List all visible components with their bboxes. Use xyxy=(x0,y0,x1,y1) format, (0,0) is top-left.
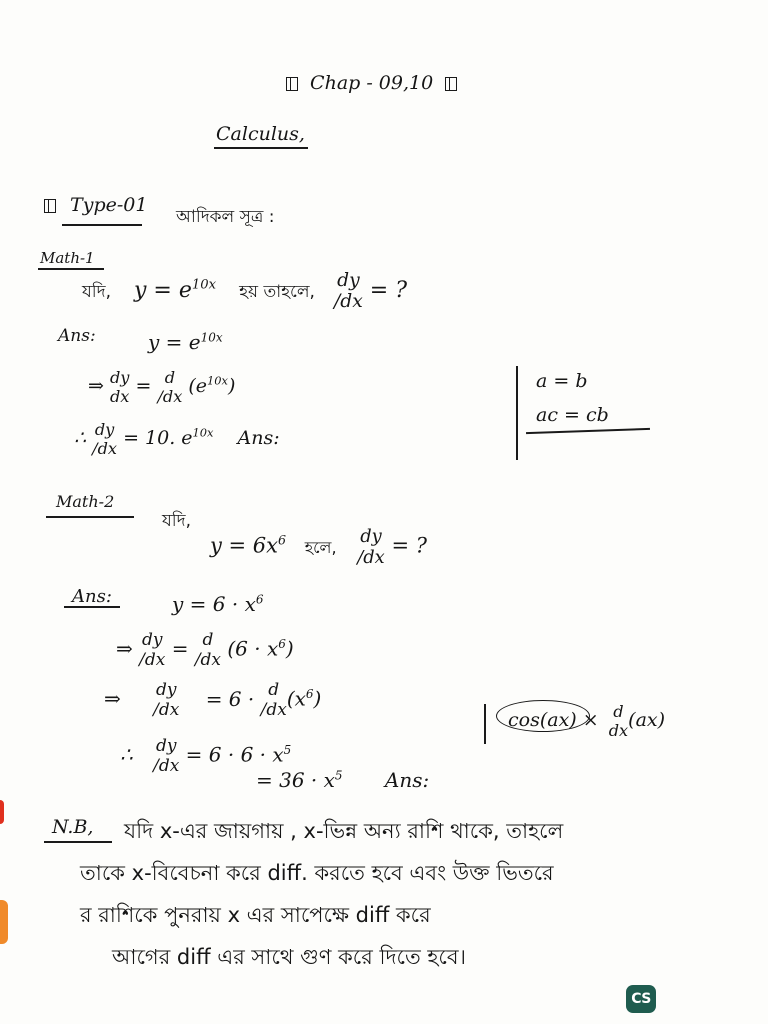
math2-line3-paren-close: ) xyxy=(313,686,322,711)
math2-line1-exp: 6 xyxy=(255,592,264,607)
math2-question-end: = ? xyxy=(391,533,427,558)
math2-line3-rhs: = 6 · xyxy=(205,686,255,711)
side-note2-bar xyxy=(484,704,486,744)
math2-line4-exp: 5 xyxy=(283,742,292,757)
math1-line3-end: Ans: xyxy=(237,427,280,449)
box-bullet-icon xyxy=(286,77,298,91)
nb-label: N.B, xyxy=(52,816,94,838)
math1-line2 xyxy=(88,368,235,406)
type-underline xyxy=(62,224,142,226)
math2-line3-prefix: ⇒ xyxy=(104,686,121,711)
chapter-title: Chap - 09,10 xyxy=(310,72,434,94)
side-note1-line2: ac = cb xyxy=(536,404,609,426)
side-note2-ddx: d dx xyxy=(608,702,629,740)
math2-question-mid: হলে, xyxy=(304,537,337,557)
math1-line3-exp: 10x xyxy=(192,425,214,440)
nb-line4: আগের diff এর সাথে গুণ করে দিতে হবে। xyxy=(112,945,467,969)
side-note2-deriv: (ax) xyxy=(628,709,666,731)
math1-line2-rhs-exp: 10x xyxy=(207,373,228,388)
math2-question-dydx: dy /dx xyxy=(357,526,385,568)
math2-line4-dydx: dy /dx xyxy=(153,736,180,776)
math1-question-prefix: যদি, xyxy=(82,282,111,302)
math1-line2-rhs: (e xyxy=(188,375,208,397)
math2-ans-label: Ans: xyxy=(72,586,112,607)
math2-line2-prefix: ⇒ xyxy=(116,636,133,661)
scanner-logo: CS xyxy=(626,985,656,1013)
math2-line1 xyxy=(172,592,264,616)
math2-line3 xyxy=(104,680,321,720)
math2-line2-dydx: dy /dx xyxy=(139,630,166,670)
nb-line3: র রাশিকে পুনরায় x এর সাপেক্ষে diff করে xyxy=(80,903,431,927)
math2-line5 xyxy=(256,768,429,792)
nb-line1: যদি x-এর জায়গায় , x-ভিন্ন অন্য রাশি থাকে, তাহলে xyxy=(124,819,564,843)
math1-line3-rhs: = 10. e xyxy=(123,427,193,449)
subject-title: Calculus, xyxy=(216,123,305,145)
math1-line3 xyxy=(74,420,280,458)
edge-orange-mark xyxy=(0,900,8,944)
type-label: Type-01 xyxy=(70,194,148,216)
math1-ans-label: Ans: xyxy=(58,326,96,346)
side-note2-times: × xyxy=(582,709,599,731)
math1-line3-dydx: dy /dx xyxy=(92,420,118,458)
math2-line4-prefix: ∴ xyxy=(120,742,133,767)
math2-question xyxy=(210,526,427,568)
math1-line2-prefix: ⇒ xyxy=(88,375,104,397)
math1-line3-prefix: ∴ xyxy=(74,427,87,449)
edge-red-mark xyxy=(0,800,4,824)
subject-underline xyxy=(214,147,308,149)
math2-line5-exp: 5 xyxy=(334,768,343,783)
math1-question-exp: 10x xyxy=(191,277,217,293)
math1-question-end: = ? xyxy=(369,278,408,303)
math2-line3-dydx: dy /dx xyxy=(153,680,180,720)
math2-line5-eq: = 36 · x xyxy=(256,768,335,792)
math1-line2-eq: = xyxy=(135,375,152,397)
math2-line3-paren: (x xyxy=(286,686,306,711)
type-heading-row xyxy=(44,194,147,216)
math1-line2-ddx: d /dx xyxy=(157,368,183,406)
side-note1-bar xyxy=(516,366,518,460)
math2-line2: ⇒ dy /dx = d /dx $(6 \cdot x^6)$ xyxy=(116,630,294,670)
math2-line2-ddx: d /dx xyxy=(194,630,222,670)
header-title-row xyxy=(286,72,457,94)
math2-line5-end: Ans: xyxy=(384,768,430,792)
math2-question-eq: y = 6x xyxy=(210,533,279,558)
box-bullet-icon xyxy=(445,77,457,91)
box-bullet-icon xyxy=(44,199,56,213)
math1-line1-eq: y = e xyxy=(148,330,201,354)
type-heading-text: আদিকল সূত্র : xyxy=(176,207,275,227)
math1-line2-rhs-close: ) xyxy=(227,375,236,397)
nb-label-underline xyxy=(44,841,112,843)
math2-question-exp: 6 xyxy=(278,532,287,548)
side-note2-expr xyxy=(508,702,665,740)
math1-question-eq: y = e xyxy=(134,278,192,303)
math1-line1 xyxy=(148,330,223,354)
nb-line2: তাকে x-বিবেচনা করে diff. করতে হবে এবং উক্ত ভিতরে xyxy=(80,861,554,885)
math2-question-prefix: যদি, xyxy=(162,511,191,531)
math1-question xyxy=(82,270,407,312)
math1-line2-dydx: dy dx xyxy=(109,368,130,406)
math2-label-underline xyxy=(46,516,134,518)
math1-line1-exp: 10x xyxy=(200,330,223,345)
side-note2-cos: cos(ax) xyxy=(508,709,577,731)
math1-question-mid: হয় তাহলে, xyxy=(239,282,315,302)
math2-line2-rhs-exp: 6 xyxy=(278,636,286,651)
math2-label: Math-2 xyxy=(56,492,115,511)
math2-line3-ddx: d /dx xyxy=(260,680,287,720)
math2-line4-rhs: = 6 · 6 · x xyxy=(185,742,284,767)
math2-line1-eq: y = 6 · x xyxy=(172,592,256,616)
side-note1-line1: a = b xyxy=(536,370,588,392)
math1-label: Math-1 xyxy=(40,249,95,267)
math1-question-dydx: dy /dx xyxy=(333,270,363,312)
side-note1-underline xyxy=(526,428,650,434)
math2-ans-underline xyxy=(64,606,120,608)
math2-line3-paren-exp: 6 xyxy=(305,686,314,701)
math2-line2-rhs-close: ) xyxy=(285,636,294,661)
math2-line2-rhs: (6 · x xyxy=(227,636,279,661)
